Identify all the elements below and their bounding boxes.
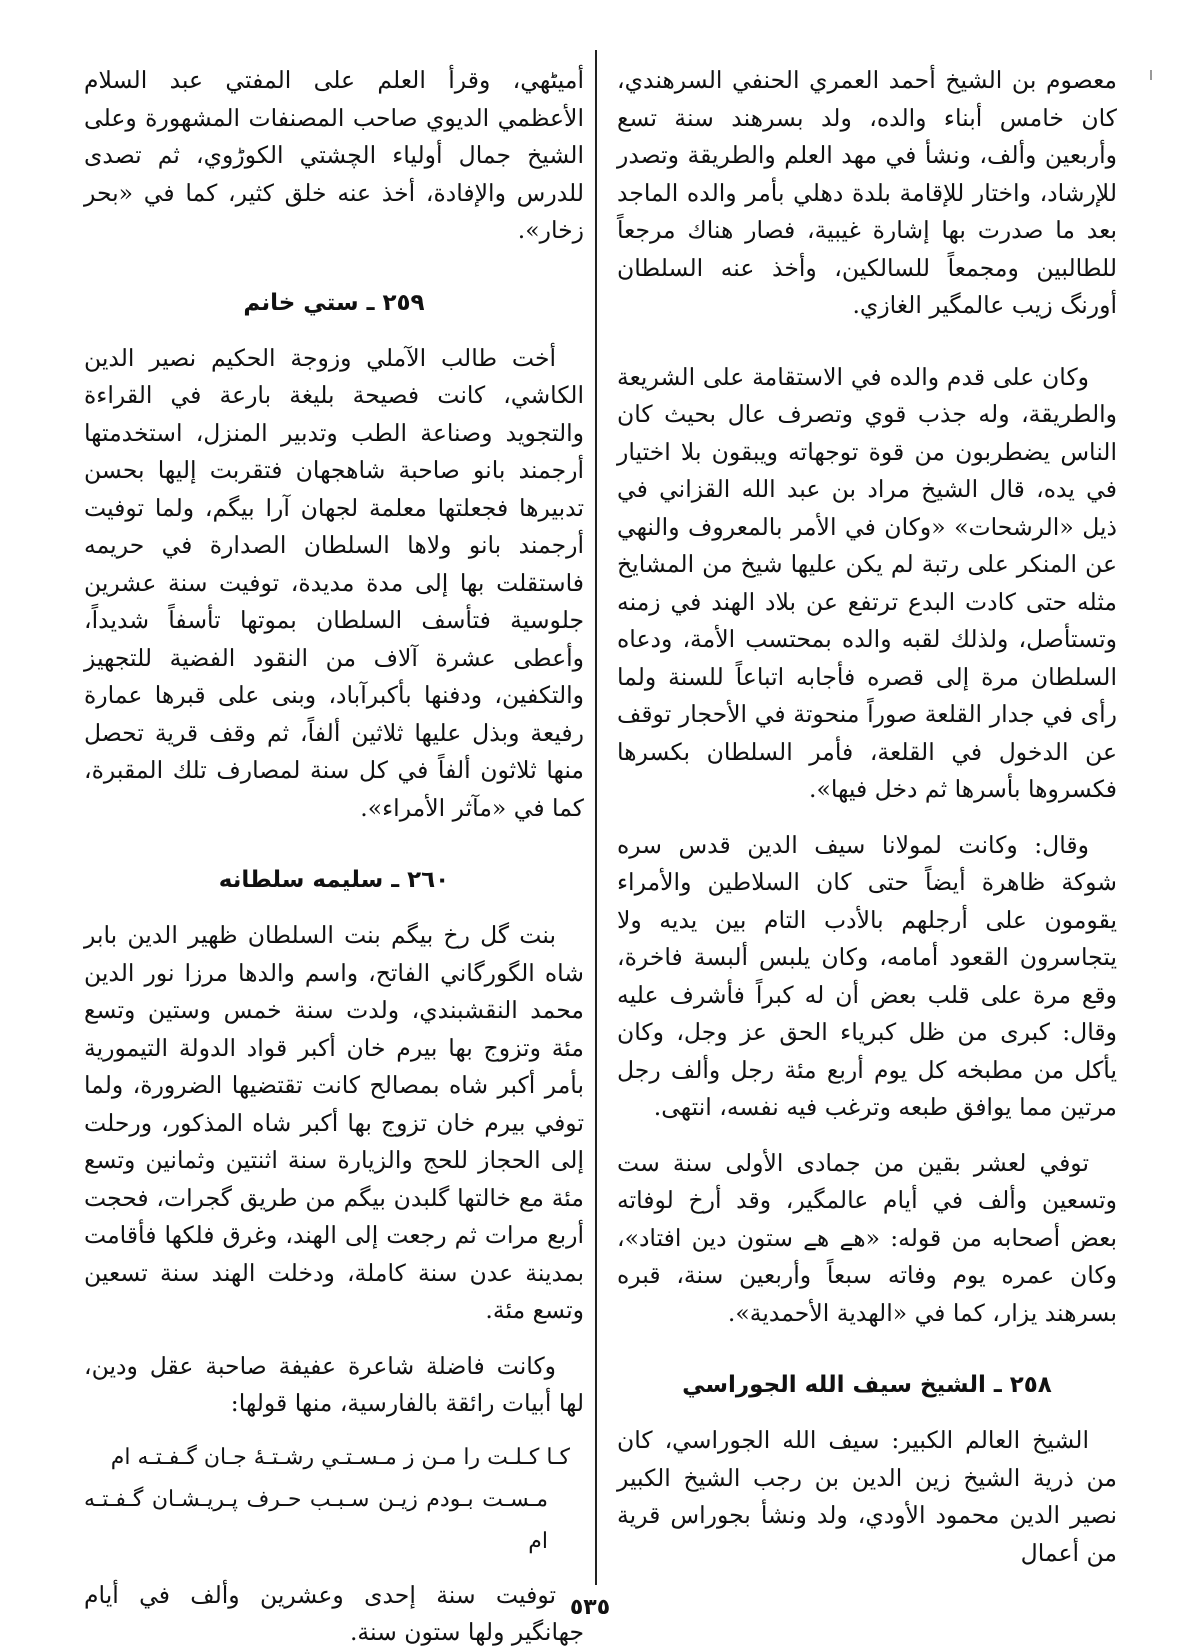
persian-verse bbox=[84, 1437, 584, 1563]
paragraph: وكان على قدم والده في الاستقامة على الشريعة والطريقة، وله جذب قوي وتصرف عال بحيث كان الناس يضطربون من قوة توجهاته ويبقون بلا اختيار في يده، قال الشيخ مراد بن عبد الله القزاني في ذيل «الرشحات» «وكان في الأمر بالمعروف والنهي عن المنكر على رتبة لم يكن عليها شيخ من المشايخ مثله حتى كادت البدع ترتفع عن بلاد الهند في زمنه وتستأصل، ولذلك لقبه والده بمحتسب الأمة، ودعاه السلطان مرة إلى قصره فأجابه اتباعاً للسنة ولما رأى في جدار القلعة صوراً منحوتة في الأحجار توقف عن الدخول في القلعة، فأمر السلطان بكسرها فكسروها بأسرها ثم دخل فيها». bbox=[617, 362, 1117, 803]
column-divider bbox=[595, 50, 597, 1585]
paragraph: توفي لعشر بقين من جمادى الأولى سنة ست وتسعين وألف في أيام عالمگير، وقد أرخ لوفاته بعض أصحابه من قوله: «هے هے ستون دين افتاد»، وكان عمره يوم وفاته سبعاً وأربعين سنة، قبره بسرهند يزار، كما في «الهدية الأحمدية». bbox=[617, 1148, 1117, 1327]
section-heading-258: ٢٥٨ ـ الشيخ سيف الله الجوراسي bbox=[682, 1372, 1052, 1398]
verse-line: كـا كـلـت را مـن ز مـسـتـي رشـتـهٔ جـان گـفـتـه ام bbox=[110, 1444, 570, 1470]
paragraph: معصوم بن الشيخ أحمد العمري الحنفي السرهندي، كان خامس أبناء والده، ولد بسرهند سنة تسع وأربعين وألف، ونشأ في مهد العلم والطريقة وتصدر للإرشاد، واختار للإقامة بلدة دهلي بأمر والده الماجد بعد ما صدرت بها إشارة غيبية، فصار هناك مرجعاً للطالبين ومجمعاً للسالكين، وأخذ عنه السلطان أورنگ زيب عالمگير الغازي. bbox=[617, 66, 1117, 319]
right-column bbox=[617, 62, 1117, 1572]
left-column bbox=[84, 62, 584, 1652]
section-heading-259: ٢٥٩ ـ ستي خانم bbox=[243, 289, 425, 316]
paragraph: الشيخ العالم الكبير: سيف الله الجوراسي، كان من ذرية الشيخ زين الدين بن رجب الشيخ الكبير نصير الدين محمود الأودي، ولد ونشأ بجوراس قرية من أعمال bbox=[617, 1426, 1117, 1567]
page-number: ٥٣٥ bbox=[569, 1595, 611, 1620]
paragraph: وقال: وكانت لمولانا سيف الدين قدس سره شوكة ظاهرة أيضاً حتى كان السلاطين والأمراء يقومون على أرجلهم بالأدب التام بين يديه ولا يتجاسرون القعود أمامه، وكان يلبس ألبسة فاخرة، وقع مرة على قلب بعض أن له كبراً فأشرف عليه وقال: كبرى من ظل كبرياء الحق عز وجل، وكان يأكل من مطبخه كل يوم أربع مئة رجل وألف رجل مرتين مما يوافق طبعه وترغب فيه نفسه، انتهى. bbox=[617, 830, 1117, 1121]
paragraph: أخت طالب الآملي وزوجة الحكيم نصير الدين الكاشي، كانت فصيحة بليغة بارعة في القراءة والتجويد وصناعة الطب وتدبير المنزل، استخدمتها أرجمند بانو صاحبة شاهجهان فتقربت إليها بحسن تدبيرها فجعلتها معلمة لجهان آرا بيگم، ولما توفيت أرجمند بانو ولاها السلطان الصدارة في حريمه فاستقلت بها إلى مدة مديدة، توفيت سنة عشرين جلوسية فتأسف السلطان بموتها تأسفاً شديداً، وأعطى عشرة آلاف من النقود الفضية للتجهيز والتكفين، ودفنها بأكبرآباد، وبنى على قبرها عمارة رفيعة وبذل عليها ثلاثين ألفاً، ثم وقف قرية تحصل منها ثلاثون ألفاً في كل سنة لمصارف تلك المقبرة، كما في «مآثر الأمراء». bbox=[84, 343, 584, 822]
verse-line: مـسـت بـودم زيـن سـبـب حـرف پـريـشـان گـفـتـه ام bbox=[84, 1486, 548, 1554]
section-heading-260: ٢٦٠ ـ سليمه سلطانه bbox=[218, 867, 450, 893]
paragraph: أميٹهي، وقرأ العلم على المفتي عبد السلام الأعظمي الديوي صاحب المصنفات المشهورة وعلى الشيخ جمال أولياء الچشتي الكوڑوي، ثم تصدى للدرس والإفادة، أخذ عنه خلق كثير، كما في «بحر زخار». bbox=[84, 66, 584, 244]
paragraph: وكانت فاضلة شاعرة عفيفة صاحبة عقل ودين، لها أبيات رائقة بالفارسية، منها قولها: bbox=[84, 1351, 584, 1417]
paragraph: بنت گل رخ بيگم بنت السلطان ظهير الدين بابر شاه الگورگاني الفاتح، واسم والدها مرزا نور الدين محمد النقشبندي، ولدت سنة خمس وستين وتسع مئة وتزوج بها بيرم خان أكبر قواد الدولة التيمورية بأمر أكبر شاه بمصالح كانت تقتضيها الضرورة، ولما توفي بيرم خان تزوج بها أكبر شاه المذكور، ورحلت إلى الحجاز للحج والزيارة سنة اثنتين وثمانين وتسع مئة مع خالتها گلبدن بيگم من طريق گجرات، فحجت أربع مرات ثم رجعت إلى الهند، وغرق فلكها فأقامت بمدينة عدن سنة كاملة، ودخلت الهند سنة تسعين وتسع مئة. bbox=[84, 921, 584, 1324]
paragraph: توفيت سنة إحدى وعشرين وألف في أيام جهانگير ولها ستون سنة. bbox=[84, 1580, 584, 1646]
scan-mark bbox=[1150, 70, 1152, 80]
